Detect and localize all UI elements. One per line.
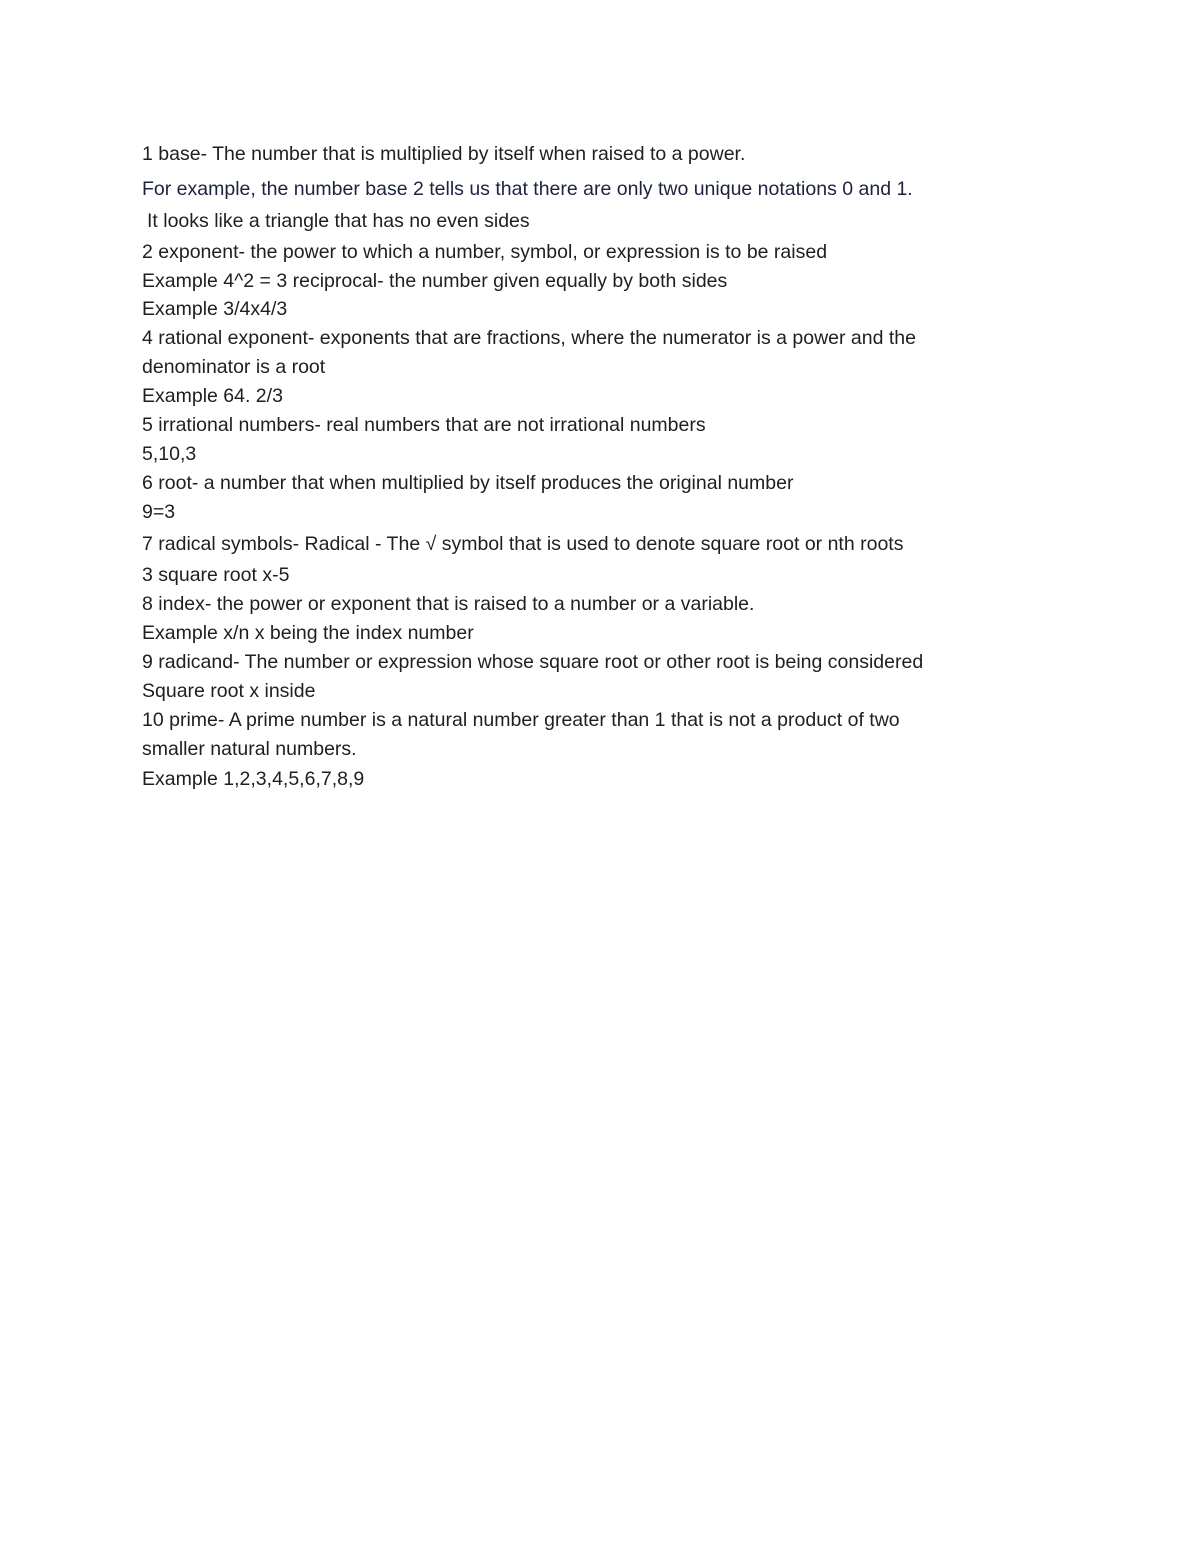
text-line: Example 64. 2/3 <box>142 385 283 407</box>
text-line: 9=3 <box>142 501 176 523</box>
text-line: Example 3/4x4/3 <box>142 298 288 320</box>
text-line: Square root x inside <box>142 680 316 702</box>
text-line: For example, the number base 2 tells us that there are only two unique notations 0 and 1. <box>142 178 913 200</box>
text-line: denominator is a root <box>142 356 326 378</box>
text-line: Example 4^2 = 3 reciprocal- the number given equally by both sides <box>142 270 728 292</box>
text-line: 1 base- The number that is multiplied by itself when raised to a power. <box>142 143 746 165</box>
text-line: It looks like a triangle that has no even sides <box>147 210 530 232</box>
text-line: 6 root- a number that when multiplied by itself produces the original number <box>142 472 794 494</box>
text-line: 9 radicand- The number or expression whose square root or other root is being considered <box>142 651 924 673</box>
text-line: 3 square root x-5 <box>142 564 290 586</box>
text-line: 2 exponent- the power to which a number, symbol, or expression is to be raised <box>142 241 828 263</box>
text-line: 7 radical symbols- Radical - The √ symbol that is used to denote square root or nth roots <box>142 533 904 555</box>
text-line: 5,10,3 <box>142 443 197 465</box>
text-line: 8 index- the power or exponent that is raised to a number or a variable. <box>142 593 755 615</box>
text-line: 10 prime- A prime number is a natural number greater than 1 that is not a product of two <box>142 709 900 731</box>
text-line: 4 rational exponent- exponents that are fractions, where the numerator is a power and the <box>142 327 916 349</box>
text-line: Example 1,2,3,4,5,6,7,8,9 <box>142 768 365 790</box>
text-line: 5 irrational numbers- real numbers that are not irrational numbers <box>142 414 706 436</box>
text-line: smaller natural numbers. <box>142 738 357 760</box>
text-line: Example x/n x being the index number <box>142 622 474 644</box>
